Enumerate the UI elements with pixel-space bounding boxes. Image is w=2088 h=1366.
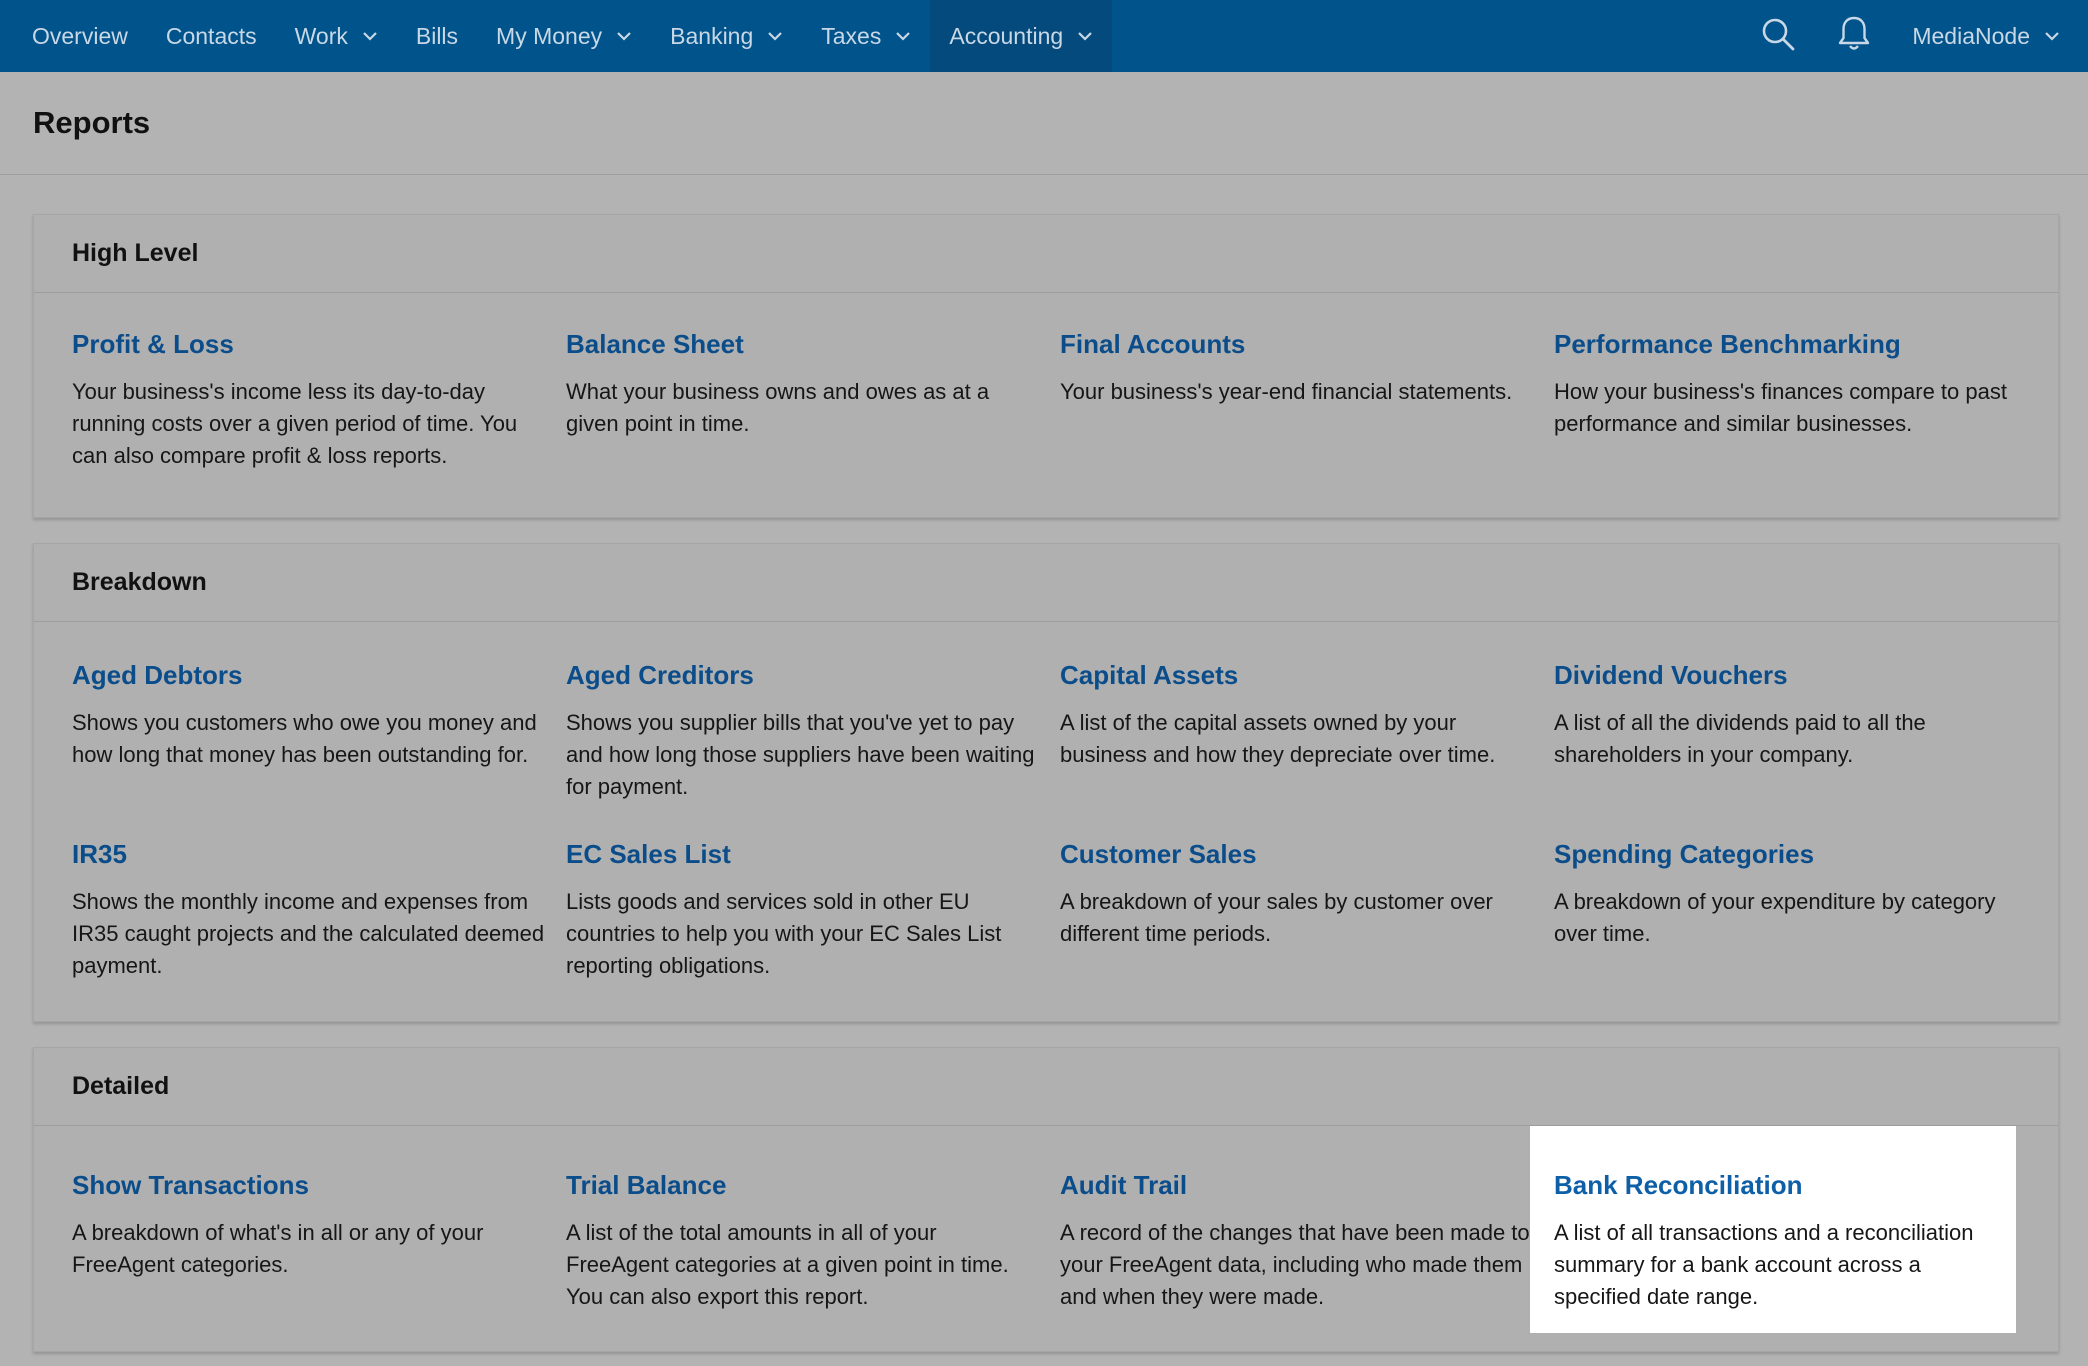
report-card bbox=[566, 660, 1060, 803]
report-description: Shows you supplier bills that you've yet to pay and how long those suppliers have been waiting for payment. bbox=[566, 710, 1035, 799]
report-card bbox=[1060, 660, 1554, 803]
report-card bbox=[1060, 1126, 1554, 1333]
nav-item-label: My Money bbox=[496, 22, 603, 49]
nav-item-label: Contacts bbox=[165, 22, 257, 49]
report-card bbox=[72, 839, 566, 982]
report-link-trial-balance[interactable]: Trial Balance bbox=[566, 1170, 727, 1200]
notifications-button[interactable] bbox=[1836, 18, 1872, 54]
report-link-show-transactions[interactable]: Show Transactions bbox=[72, 1170, 309, 1200]
report-description: A list of the capital assets owned by your business and how they depreciate over time. bbox=[1060, 710, 1496, 767]
nav-item-bills[interactable] bbox=[397, 0, 477, 72]
report-description: A list of all the dividends paid to all the shareholders in your company. bbox=[1554, 710, 1926, 767]
report-link-bank-reconciliation[interactable]: Bank Reconciliation bbox=[1554, 1170, 1803, 1200]
report-description: Your business's income less its day-to-day running costs over a given period of time. You can also compare profit & loss reports. bbox=[72, 379, 518, 468]
report-link-aged-debtors[interactable]: Aged Debtors bbox=[72, 660, 243, 690]
report-card bbox=[566, 1126, 1060, 1333]
report-card bbox=[72, 660, 566, 803]
report-link-profit-loss[interactable]: Profit & Loss bbox=[72, 329, 234, 359]
report-grid bbox=[34, 1126, 2058, 1333]
report-grid bbox=[34, 622, 2058, 982]
report-grid bbox=[34, 293, 2058, 472]
report-card bbox=[72, 1126, 566, 1333]
section-title: High Level bbox=[34, 215, 2058, 293]
bell-icon bbox=[1836, 15, 1872, 58]
report-link-balance-sheet[interactable]: Balance Sheet bbox=[566, 329, 744, 359]
report-card bbox=[1554, 660, 2048, 803]
report-link-final-accounts[interactable]: Final Accounts bbox=[1060, 329, 1246, 359]
main-nav bbox=[0, 0, 1112, 72]
nav-item-taxes[interactable] bbox=[802, 0, 930, 72]
report-link-performance-benchmarking[interactable]: Performance Benchmarking bbox=[1554, 329, 1901, 359]
search-icon bbox=[1760, 16, 1796, 57]
chevron-down-icon bbox=[2044, 28, 2060, 44]
search-button[interactable] bbox=[1760, 18, 1796, 54]
report-description: Lists goods and services sold in other EU countries to help you with your EC Sales List reporting obligations. bbox=[566, 889, 1002, 978]
report-card bbox=[1060, 839, 1554, 982]
section-title: Breakdown bbox=[34, 544, 2058, 622]
report-link-ec-sales-list[interactable]: EC Sales List bbox=[566, 839, 731, 869]
report-description: Your business's year-end financial statements. bbox=[1060, 379, 1513, 404]
nav-item-accounting[interactable] bbox=[930, 0, 1112, 72]
report-description: A list of all transactions and a reconciliation summary for a bank account across a specified date range. bbox=[1554, 1220, 1974, 1309]
section-breakdown bbox=[33, 543, 2059, 1022]
report-description: A breakdown of your sales by customer over different time periods. bbox=[1060, 889, 1493, 946]
nav-item-label: Work bbox=[294, 22, 348, 49]
top-navigation bbox=[0, 0, 2088, 72]
report-card bbox=[566, 839, 1060, 982]
nav-item-label: Taxes bbox=[821, 22, 882, 49]
nav-item-label: Overview bbox=[32, 22, 128, 49]
report-card bbox=[1060, 329, 1554, 472]
report-link-dividend-vouchers[interactable]: Dividend Vouchers bbox=[1554, 660, 1788, 690]
report-description: A breakdown of what's in all or any of your FreeAgent categories. bbox=[72, 1220, 484, 1277]
section-title: Detailed bbox=[34, 1048, 2058, 1126]
report-link-capital-assets[interactable]: Capital Assets bbox=[1060, 660, 1239, 690]
account-menu[interactable] bbox=[1912, 23, 2060, 50]
nav-item-banking[interactable] bbox=[651, 0, 802, 72]
report-link-aged-creditors[interactable]: Aged Creditors bbox=[566, 660, 754, 690]
section-high-level bbox=[33, 214, 2059, 518]
report-link-customer-sales[interactable]: Customer Sales bbox=[1060, 839, 1257, 869]
report-card bbox=[566, 329, 1060, 472]
report-card bbox=[72, 329, 566, 472]
report-description: A record of the changes that have been made to your FreeAgent data, including who made them and when they were made. bbox=[1060, 1220, 1530, 1309]
account-name: MediaNode bbox=[1912, 22, 2030, 49]
report-description: Shows the monthly income and expenses from IR35 caught projects and the calculated deemed payment. bbox=[72, 889, 545, 978]
report-card-highlighted[interactable] bbox=[1530, 1126, 2016, 1333]
nav-item-overview[interactable] bbox=[13, 0, 147, 72]
nav-item-my-money[interactable] bbox=[477, 0, 651, 72]
chevron-down-icon bbox=[767, 28, 783, 44]
report-card bbox=[1554, 839, 2048, 982]
report-link-spending-categories[interactable]: Spending Categories bbox=[1554, 839, 1815, 869]
report-description: What your business owns and owes as at a given point in time. bbox=[566, 379, 990, 436]
nav-item-contacts[interactable] bbox=[147, 0, 276, 72]
chevron-down-icon bbox=[616, 28, 632, 44]
nav-item-label: Banking bbox=[670, 22, 754, 49]
report-description: A breakdown of your expenditure by category over time. bbox=[1554, 889, 1996, 946]
nav-item-label: Accounting bbox=[949, 22, 1064, 49]
chevron-down-icon bbox=[895, 28, 911, 44]
section-detailed bbox=[33, 1047, 2059, 1352]
nav-item-label: Bills bbox=[415, 22, 459, 49]
report-card bbox=[1554, 329, 2048, 472]
chevron-down-icon bbox=[1077, 28, 1093, 44]
page-header bbox=[0, 72, 2088, 175]
report-description: A list of the total amounts in all of your FreeAgent categories at a given point in time. You can also export this report. bbox=[566, 1220, 1009, 1309]
report-link-audit-trail[interactable]: Audit Trail bbox=[1060, 1170, 1188, 1200]
report-description: How your business's finances compare to past performance and similar businesses. bbox=[1554, 379, 2007, 436]
chevron-down-icon bbox=[362, 28, 378, 44]
report-description: Shows you customers who owe you money and how long that money has been outstanding for. bbox=[72, 710, 537, 767]
report-link-ir35[interactable]: IR35 bbox=[72, 839, 127, 869]
page-title: Reports bbox=[33, 105, 151, 140]
nav-item-work[interactable] bbox=[276, 0, 397, 72]
nav-utilities bbox=[1760, 0, 2088, 72]
